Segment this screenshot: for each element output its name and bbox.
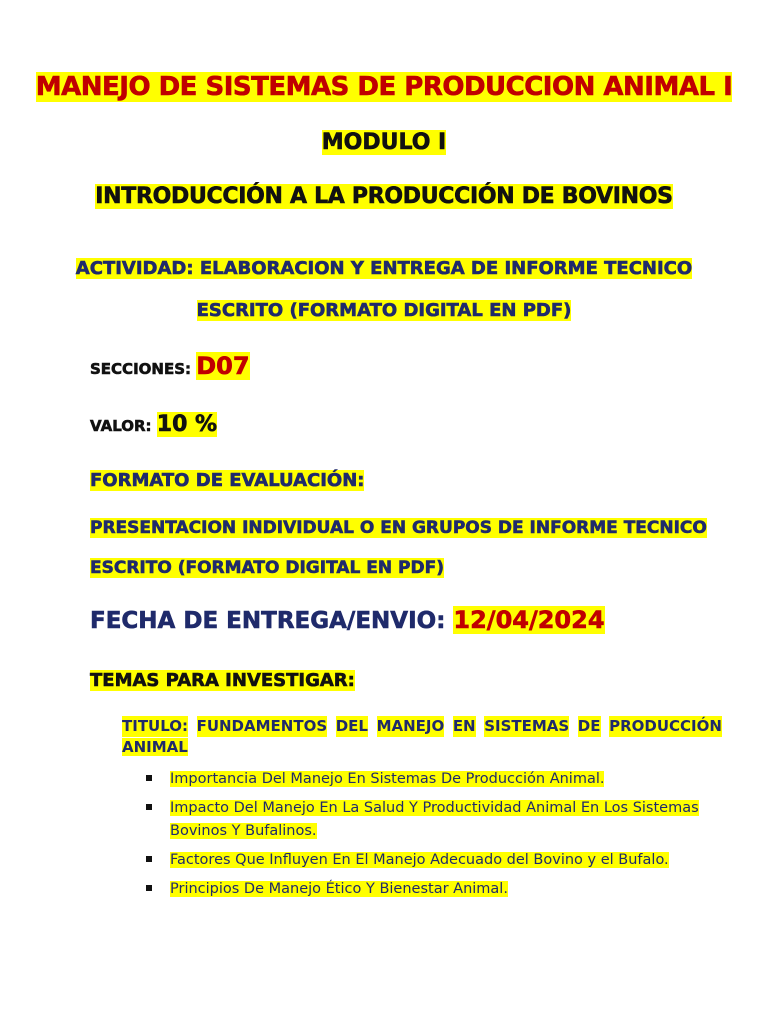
fecha-row xyxy=(90,606,605,634)
titulo-word: SISTEMAS xyxy=(484,717,570,735)
titulo-word: DEL xyxy=(335,717,368,735)
secciones-row xyxy=(90,352,250,380)
titulo-word: FUNDAMENTOS xyxy=(196,717,328,735)
formato-line-2: ESCRITO (FORMATO DIGITAL EN PDF) xyxy=(90,558,444,578)
module-heading: MODULO I xyxy=(321,130,447,155)
bullet-square-icon xyxy=(146,885,152,891)
module-subtitle: INTRODUCCIÓN A LA PRODUCCIÓN DE BOVINOS xyxy=(95,184,673,209)
fecha-label: FECHA DE ENTREGA/ENVIO: xyxy=(90,608,446,634)
valor-label: VALOR: xyxy=(90,417,152,435)
secciones-value: D07 xyxy=(196,352,250,380)
activity-line-1: ACTIVIDAD: ELABORACION Y ENTREGA DE INFORME TECNICO xyxy=(75,258,693,279)
titulo-word: TITULO: xyxy=(122,717,188,735)
fecha-value: 12/04/2024 xyxy=(453,606,605,634)
bullet-square-icon xyxy=(146,856,152,862)
titulo-word: MANEJO xyxy=(376,717,445,735)
bullet-square-icon xyxy=(146,775,152,781)
list-item: Impacto Del Manejo En La Salud Y Productividad Animal En Los Sistemas Bovinos Y Bufalinos. xyxy=(144,797,724,843)
valor-value: 10 % xyxy=(156,412,218,437)
titulo-word: DE xyxy=(577,717,601,735)
temas-heading: TEMAS PARA INVESTIGAR: xyxy=(90,670,355,691)
titulo-word: EN xyxy=(452,717,476,735)
titulo-line-2: ANIMAL xyxy=(122,738,188,756)
formato-heading: FORMATO DE EVALUACIÓN: xyxy=(90,470,365,491)
valor-row xyxy=(90,412,217,437)
secciones-label: SECCIONES: xyxy=(90,360,192,378)
list-item: Principios De Manejo Ético Y Bienestar Animal. xyxy=(144,878,724,901)
activity-line-2: ESCRITO (FORMATO DIGITAL EN PDF) xyxy=(196,300,572,321)
topics-list xyxy=(144,768,724,907)
document-title: MANEJO DE SISTEMAS DE PRODUCCION ANIMAL I xyxy=(35,72,733,102)
bullet-square-icon xyxy=(146,804,152,810)
titulo-word: PRODUCCIÓN xyxy=(609,717,722,735)
formato-line-1: PRESENTACION INDIVIDUAL O EN GRUPOS DE INFORME TECNICO xyxy=(90,518,707,538)
titulo-line-1 xyxy=(122,716,722,737)
titulo-block xyxy=(122,716,722,758)
list-item: Factores Que Influyen En El Manejo Adecuado del Bovino y el Bufalo. xyxy=(144,849,724,872)
list-item: Importancia Del Manejo En Sistemas De Producción Animal. xyxy=(144,768,724,791)
